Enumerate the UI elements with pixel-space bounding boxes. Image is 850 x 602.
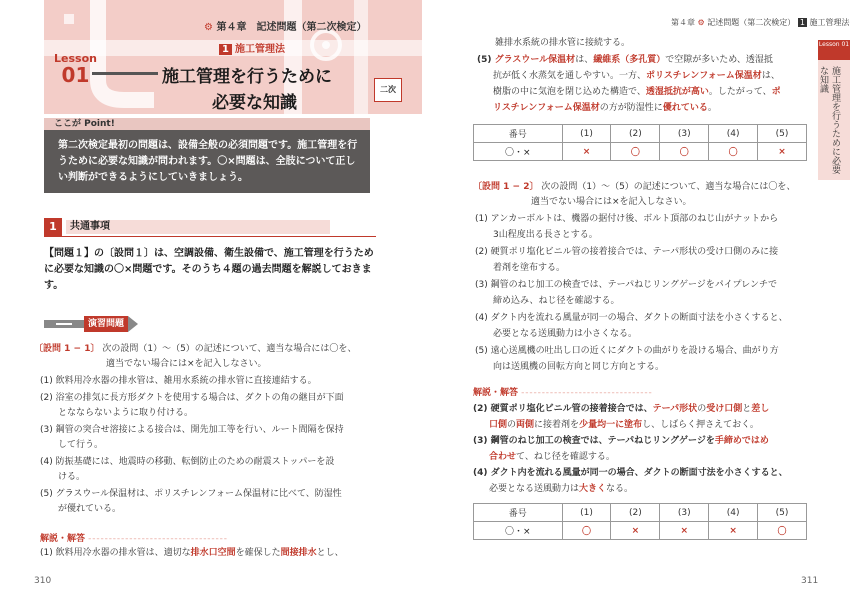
question-2-head: 〔設問 1 − 2〕 (473, 182, 539, 192)
answer-text: は、 (761, 71, 780, 81)
answer-highlight: 両側 (516, 420, 535, 430)
answer-text: の (697, 404, 707, 414)
lesson-title-line1: 施工管理を行うために (162, 67, 332, 87)
question-2-items (475, 212, 815, 375)
section-tag (219, 40, 285, 55)
list-item: (5) 遠心送風機の吐出し口の近くにダクトの曲がりを設ける場合、曲がり方 (475, 346, 779, 356)
side-tab (818, 40, 850, 180)
answer-heading (40, 531, 226, 544)
table-cell: 〇 (660, 143, 709, 161)
exercise-label: 演習問題 (84, 316, 128, 332)
answer-highlight: グラスウール保温材 (494, 55, 576, 65)
answer-heading-rule: - - - - - - - - - - - - - - - - - - - - - - - - - - - - - - - - (521, 388, 651, 398)
answer-highlight: 繊維系（多孔質） (593, 55, 666, 65)
question-2-stem-line2: 適当でない場合には×を記入しなさい。 (531, 197, 692, 207)
title-divider (92, 72, 158, 75)
answer-text: 抗が低く水蒸気を通しやすい。一方、 (493, 71, 647, 81)
answer-highlight: 優れている (662, 103, 708, 113)
section-heading-number: 1 (44, 218, 62, 236)
answer-text: の (507, 420, 517, 430)
lesson-number: 01 (61, 63, 90, 87)
list-item: 着剤を塗布する。 (475, 262, 566, 273)
question-2-stem (473, 180, 813, 195)
running-head-section: 施工管理法 (809, 18, 850, 27)
answer-highlight: 透湿抵抗が高い (645, 87, 709, 97)
answer-text: (4) ダクト内を流れる風量が同一の場合、ダクトの断面寸法を小さくすると、 (473, 468, 788, 478)
list-item: (3) 鋼管のねじ加工の検査では、テーパねじリングゲージをパイプレンチで (475, 280, 777, 290)
answer-5-text (477, 52, 807, 116)
table-header-row (474, 125, 807, 143)
running-head-part: 記述問題（第二次検定） (707, 18, 796, 27)
point-box (44, 118, 370, 193)
answer-text: と (742, 404, 752, 414)
answer-heading-text: 解説・解答 (473, 388, 519, 398)
answer-table-2 (473, 503, 807, 540)
list-item: ける。 (40, 472, 86, 482)
answer-highlight: リスチレンフォーム保温材 (493, 103, 600, 113)
answer-text: は、 (575, 55, 594, 65)
list-item: して行う。 (40, 440, 104, 450)
question-1-items (40, 374, 390, 517)
exercise-heading (44, 316, 154, 332)
arrow-icon (128, 316, 138, 332)
list-item: 向は送風機の回転方向と同じ方向とする。 (475, 361, 665, 372)
section-name: 施工管理法 (234, 44, 285, 55)
page-number-right: 311 (801, 576, 819, 586)
table-header-cell: (3) (660, 125, 709, 143)
answer-text: 樹脂の中に気泡を閉じ込めた構造で、 (493, 87, 646, 97)
question-1-stem-line1: 次の設問（1）～（5）の記述について、適当な場合には〇を、 (102, 344, 357, 354)
table-cell: × (611, 522, 660, 540)
answer-highlight: 大きく (579, 484, 607, 494)
table-header-row (474, 504, 807, 522)
section-number: 1 (219, 44, 232, 55)
answer-text: (3) 鋼管のねじ加工の検査では、テーパねじリングゲージを (473, 436, 715, 446)
list-item: 必要となる送風動力は小さくなる。 (475, 328, 638, 339)
side-tab-title: 施工管理を行うために必要な知識 (818, 66, 840, 174)
answer-text: て、ねじ径を確認する。 (516, 452, 615, 462)
table-cell: 〇 (709, 143, 758, 161)
answer-highlight: テーパ形状 (652, 404, 698, 414)
side-tab-lesson: Lesson 01 (818, 40, 850, 60)
list-item: (2) 硬質ポリ塩化ビニル管の接着接合では、テーパ形状の受け口側のみに接 (475, 247, 779, 257)
answer-text: の方が防湿性に (599, 103, 663, 113)
running-head-chapter: 第４章 (671, 18, 695, 27)
lesson-header (44, 0, 422, 114)
answer-heading (473, 385, 651, 398)
list-item: (1) 飲料用冷水器の排水管は、雑用水系統の排水管に直接連結する。 (40, 376, 317, 386)
page-number-left: 310 (34, 576, 52, 586)
question-1-stem-line2: 適当でない場合には×を記入しなさい。 (106, 359, 267, 369)
answer-text: (2) 硬質ポリ塩化ビニル管の接着接合では、 (473, 404, 653, 414)
table-header-cell: (4) (709, 125, 758, 143)
list-item: (2) 浴室の排気に長方形ダクトを使用する場合は、ダクトの角の継目が下面 (40, 393, 344, 403)
table-header-cell: (3) (660, 504, 709, 522)
lesson-title-line2: 必要な知識 (212, 93, 297, 113)
list-item: (1) アンカーボルトは、機器の据付け後、ボルト頂部のねじ山がナットから (475, 214, 779, 224)
running-head (671, 17, 849, 28)
answer-text: とし、 (316, 548, 344, 558)
table-cell: 〇 (611, 143, 660, 161)
table-cell: 〇 (758, 522, 807, 540)
answer-text: 。したがって、 (708, 87, 772, 97)
point-text: 第二次検定最初の問題は、設備全般の必須問題です。施工管理を行うために必要な知識が問われます。〇×問題は、全肢について正しい判断ができるようにしていきましょう。 (58, 140, 358, 183)
right-page (425, 0, 850, 602)
answer-highlight: 口側 (489, 420, 508, 430)
table-header-cell: (5) (758, 125, 807, 143)
list-item: となならないように取り付ける。 (40, 408, 194, 418)
answer-text: (5) (477, 55, 495, 65)
answer-highlight: 手締めではめ (714, 436, 769, 446)
running-head-number: 1 (799, 18, 805, 27)
list-item: (4) 防振基礎には、地震時の移動、転倒防止のための耐震ストッパーを設 (40, 457, 335, 467)
answer-highlight: 間接排水 (280, 548, 317, 558)
answer-heading-rule: - - - - - - - - - - - - - - - - - - - - - - - - - - - - - - - - - - (88, 534, 226, 544)
table-cell: 〇・× (474, 522, 563, 540)
table-cell: 〇 (562, 522, 611, 540)
answer-1-text (40, 546, 390, 561)
answer-highlight: 差し (751, 404, 770, 414)
question-1-head: 〔設問 1 − 1〕 (34, 344, 100, 354)
gear-icon: ⚙ (204, 22, 213, 33)
level-badge: 二次 (374, 78, 402, 102)
answer-text: で空隙が多いため、透湿抵 (665, 55, 773, 65)
answer-highlight: 合わせ (489, 452, 517, 462)
list-item: 3山程度出る長さとする。 (475, 229, 598, 240)
question-2-stem-line1: 次の設問（1）～（5）の記述について、適当な場合には〇を、 (541, 182, 796, 192)
table-header-cell: (2) (611, 125, 660, 143)
list-item: 締め込み、ねじ径を確認する。 (475, 295, 620, 306)
table-header-cell: (2) (611, 504, 660, 522)
answer-text: を確保した (235, 548, 281, 558)
pencil-stripe (56, 323, 72, 325)
table-header-cell: (1) (562, 125, 611, 143)
list-item: (5) グラスウール保温材は、ポリスチレンフォーム保温材に比べて、防湿性 (40, 489, 342, 499)
table-row (474, 143, 807, 161)
lesson-badge (54, 52, 97, 85)
table-header-cell: 番号 (474, 125, 563, 143)
table-cell: × (709, 522, 758, 540)
table-header-cell: (1) (562, 504, 611, 522)
list-item: が優れている。 (40, 504, 122, 514)
table-cell: × (562, 143, 611, 161)
table-cell: × (758, 143, 807, 161)
answer-heading-text: 解説・解答 (40, 534, 86, 544)
answer-text: なる。 (606, 484, 634, 494)
section-heading (44, 218, 376, 237)
point-label: ここが Point! (44, 118, 370, 130)
answer-highlight: 少量均一に塗布 (579, 420, 643, 430)
section-heading-title: 共通事項 (66, 220, 330, 234)
answer-highlight: ポ (771, 87, 781, 97)
intro-paragraph: 【問題１】の〔設問１〕は、空調設備、衛生設備で、施工管理を行うために必要な知識の〇×問題です。そのうち４題の過去問題を解説しておきます。 (44, 248, 374, 291)
table-header-cell: 番号 (474, 504, 563, 522)
table-header-cell: (5) (758, 504, 807, 522)
table-cell: × (660, 522, 709, 540)
answer-table-1 (473, 124, 807, 161)
lesson-word: Lesson (54, 52, 97, 65)
list-item: (4) ダクト内を流れる風量が同一の場合、ダクトの断面寸法を小さくすると、 (475, 313, 788, 323)
question-1-stem (34, 342, 384, 357)
chapter-label: ⚙ 第４章 記述問題（第二次検定） (204, 22, 367, 33)
answer-highlight: 排水口空間 (190, 548, 236, 558)
gear-icon: ⚙ (697, 18, 705, 27)
answer-text: 。 (707, 103, 717, 113)
table-cell: 〇・× (474, 143, 563, 161)
answer-continuation: 雑排水系統の排水管に接続する。 (495, 38, 631, 48)
answer-text: 必要となる送風動力は (489, 484, 580, 494)
table-row (474, 522, 807, 540)
answer-text: に接着剤を (534, 420, 580, 430)
answer-text: し、しばらく押さえておく。 (642, 420, 759, 430)
answer-highlight: 受け口側 (706, 404, 743, 414)
answer-text: (1) 飲料用冷水器の排水管は、適切な (40, 548, 191, 558)
answer-highlight: ポリスチレンフォーム保温材 (646, 71, 762, 81)
answer-2-text (473, 401, 813, 497)
list-item: (3) 鋼管の突合せ溶接による接合は、開先加工等を行い、ルート間隔を保持 (40, 425, 344, 435)
table-header-cell: (4) (709, 504, 758, 522)
